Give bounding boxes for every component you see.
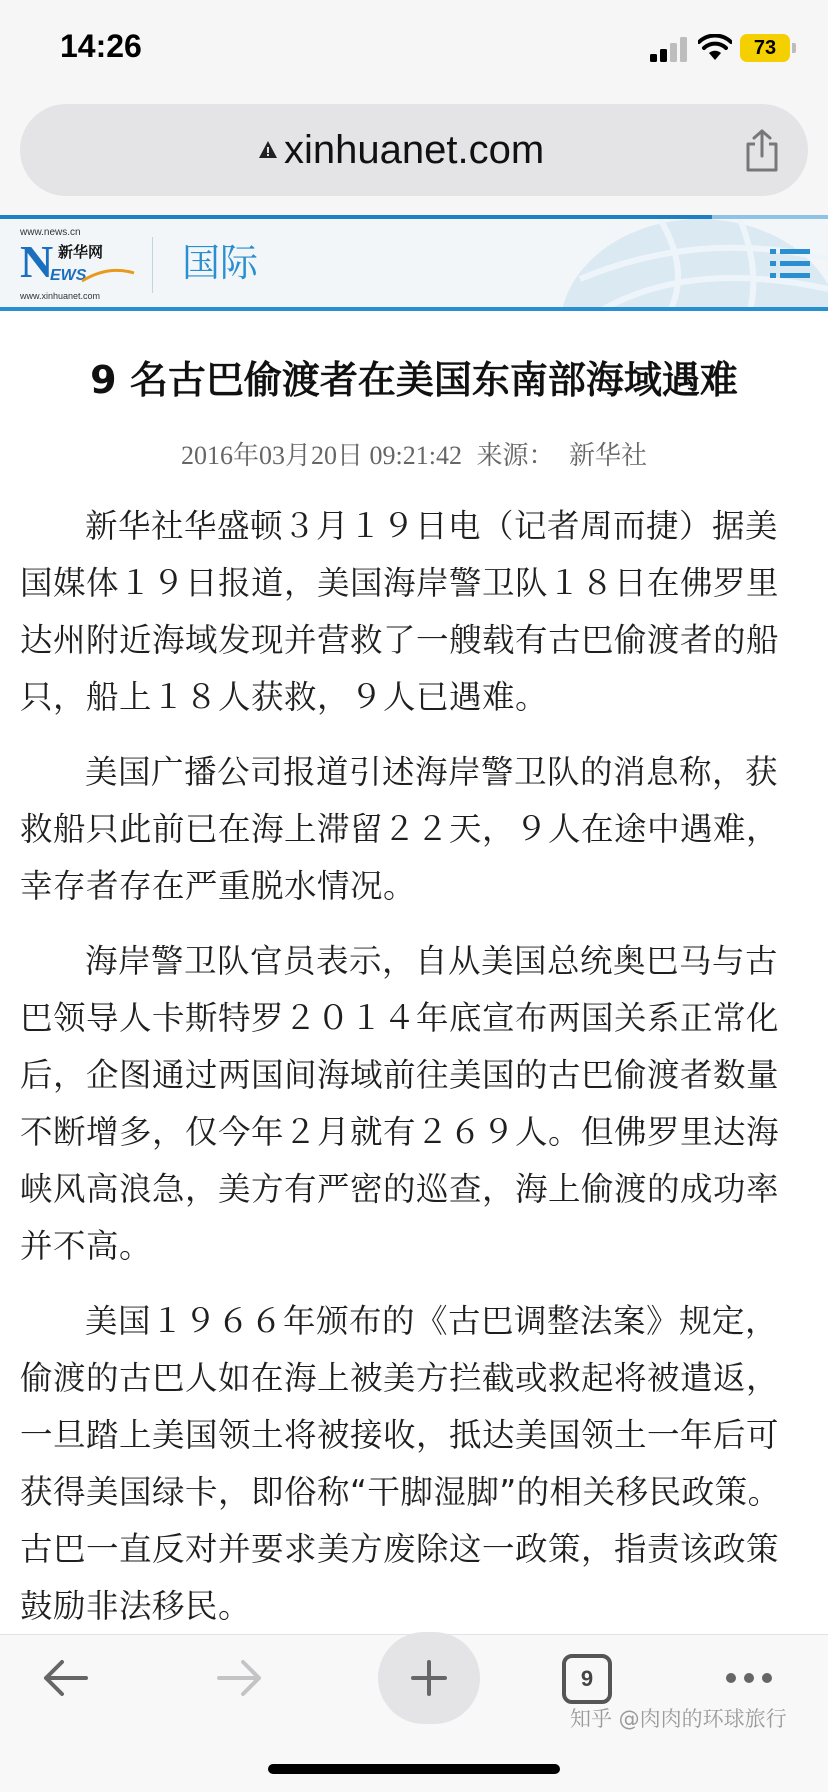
- battery-cap: [792, 43, 796, 53]
- header-divider: [152, 237, 153, 293]
- arrow-right-icon: [215, 1658, 265, 1698]
- share-icon[interactable]: [742, 128, 782, 174]
- site-header: [0, 219, 828, 311]
- url-text[interactable]: xinhuanet.com: [284, 128, 545, 172]
- article-headline: 9 名古巴偷渡者在美国东南部海域遇难: [90, 358, 738, 402]
- xinhua-logo[interactable]: [20, 227, 138, 303]
- article-paragraph: 海岸警卫队官员表示，自从美国总统奥巴马与古巴领导人卡斯特罗２０１４年底宣布两国关系正常化后，企图通过两国间海域前往美国的古巴偷渡者数量不断增多，仅今年２月就有２６９人。但佛罗里达海峡风高浪急，美方有严密的巡查，海上偷渡的成功率并不高。: [20, 942, 780, 1265]
- zhihu-watermark: 知乎 @肉肉的环球旅行: [570, 1707, 787, 1731]
- logo-ews-text: EWS: [50, 267, 87, 284]
- arrow-left-icon: [40, 1658, 90, 1698]
- article-body: [20, 498, 810, 1634]
- section-title[interactable]: 国际: [182, 241, 259, 285]
- article-paragraph: 美国广播公司报道引述海岸警卫队的消息称，获救船只此前已在海上滞留２２天，９人在途中遇难，幸存者存在严重脱水情况。: [20, 753, 780, 905]
- logo-bottom-text: www.xinhuanet.com: [20, 291, 101, 301]
- article-datetime: 2016年03月20日 09:21:42: [181, 441, 462, 470]
- status-time: 14:26: [60, 28, 142, 64]
- more-button[interactable]: [714, 1648, 784, 1708]
- logo-n-letter: N: [20, 236, 54, 287]
- tabs-button[interactable]: 9: [562, 1654, 612, 1704]
- cellular-signal-icon: [650, 36, 688, 62]
- logo-cn-text: 新华网: [58, 243, 104, 261]
- battery-icon: 73: [740, 34, 790, 62]
- logo-top-text: www.news.cn: [20, 227, 81, 238]
- plus-icon: [409, 1658, 449, 1698]
- article-source: 新华社: [568, 441, 647, 470]
- article-meta: [0, 436, 828, 476]
- lock-icon: [258, 140, 278, 160]
- logo-swoosh: [80, 267, 136, 283]
- wifi-icon: [698, 34, 732, 62]
- article-source-label: 来源：: [476, 441, 555, 470]
- article-paragraph: 美国１９６６年颁布的《古巴调整法案》规定，偷渡的古巴人如在海上被美方拦截或救起将被遣返，一旦踏上美国领土将被接收，抵达美国领土一年后可获得美国绿卡，即俗称“干脚湿脚”的相关移民政策。古巴一直反对并要求美方废除这一政策，指责该政策鼓励非法移民。: [20, 1302, 781, 1625]
- new-tab-button[interactable]: [378, 1632, 480, 1724]
- back-button[interactable]: [30, 1648, 100, 1708]
- article-paragraph: 新华社华盛顿３月１９日电（记者周而捷）据美国媒体１９日报道，美国海岸警卫队１８日在佛罗里达州附近海域发现并营救了一艘载有古巴偷渡者的船只，船上１８人获救，９人已遇难。: [20, 507, 780, 716]
- forward-button[interactable]: [205, 1648, 275, 1708]
- more-dots-icon: [724, 1671, 774, 1685]
- home-indicator: [268, 1764, 560, 1774]
- menu-icon[interactable]: [770, 247, 810, 281]
